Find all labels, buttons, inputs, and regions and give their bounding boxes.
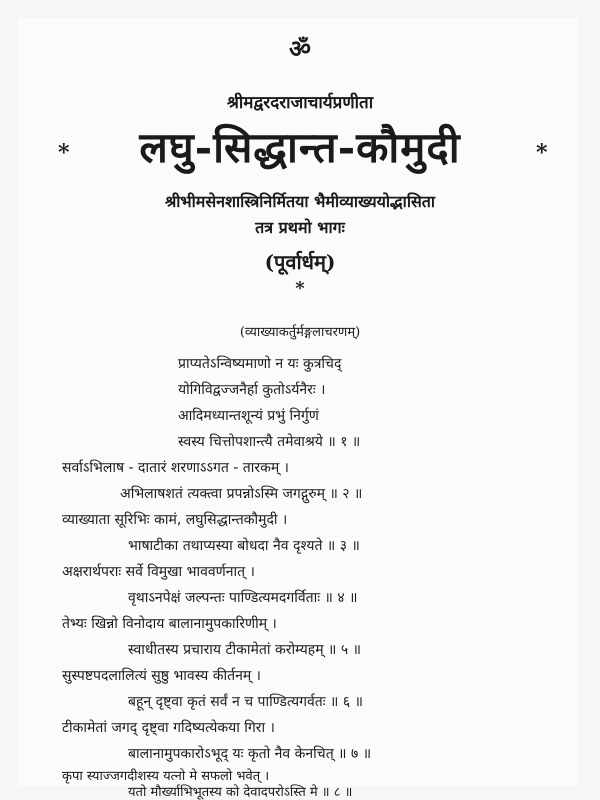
- verse-line: वृथाऽनपेक्षं जल्पन्तः पाण्डित्यमदगर्विताः ॥ ४ ॥: [128, 590, 358, 606]
- verse-line: भाषाटीका तथाप्यस्या बोधदा नैव दृश्यते ॥ ३ ॥: [128, 538, 360, 554]
- half-line: (पूर्वार्धम्): [264, 250, 336, 274]
- title-star-left: *: [58, 140, 70, 166]
- invocation-heading: (व्याख्याकर्तुर्मङ्गलाचरणम्): [239, 325, 361, 340]
- divider-star: *: [295, 278, 305, 299]
- verse-line: अभिलाषशतं त्यक्त्वा प्रपन्नोऽस्मि जगद्गुरुम् ॥ २ ॥: [120, 486, 363, 502]
- verse-line: कृपा स्याज्जगदीशस्य यत्नो मे सफलो भवेत् ।: [62, 769, 270, 784]
- om-symbol: ॐ: [289, 34, 311, 63]
- book-title: लघु-सिद्धान्त-कौमुदी: [139, 123, 461, 172]
- verse-line: व्याख्याता सूरिभिः कामं, लघुसिद्धान्तकौमुदी ।: [62, 512, 288, 528]
- verse-line: स्वाधीतस्य प्रचाराय टीकामेतां करोम्यहम् ॥ ५ ॥: [128, 642, 361, 658]
- verse-line: बहून् दृष्ट्वा कृतं सर्वं न च पाण्डित्यगर्वतः ॥ ६ ॥: [128, 694, 363, 710]
- verse-line: प्राप्यतेऽन्विष्यमाणो न यः कुत्रचिद्: [178, 356, 342, 372]
- verse-line: सुस्पष्टपदलालित्यं सुष्ठु भावस्य कीर्तनम् ।: [62, 668, 261, 684]
- verse-line: तेभ्यः खिन्नो विनोदाय बालानामुपकारिणीम् ।: [62, 616, 277, 632]
- verse-line: योगिविद्वज्जनैर्हा कुतोऽर्यनैरः ।: [178, 382, 326, 398]
- part-line: तत्र प्रथमो भागः: [255, 218, 345, 237]
- title-star-right: *: [536, 140, 548, 166]
- author-line: श्रीमद्वरदराजाचार्यप्रणीता: [226, 93, 374, 113]
- verse-line: आदिमध्यान्तशून्यं प्रभुं निर्गुणं: [178, 408, 319, 424]
- verse-line: अक्षरार्थपराः सर्वे विमुखा भाववर्णनात् ।: [62, 564, 255, 580]
- commentary-line: श्रीभीमसेनशास्त्रिनिर्मितया भैमीव्याख्ययोद्भासिता: [164, 192, 436, 211]
- verse-line: सर्वाऽभिलाष - दातारं शरणाऽऽगत - तारकम् ।: [62, 460, 289, 476]
- verse-line: बालानामुपकारोऽभूद् यः कृतो नैव केनचित् ॥ ७ ॥: [128, 746, 372, 762]
- verse-line: स्वस्य चित्तोपशान्त्यै तमेवाश्रये ॥ १ ॥: [178, 434, 361, 450]
- verse-line: टीकामेतां जगद् दृष्ट्वा गदिष्यत्येकया गिरा ।: [62, 720, 275, 736]
- verse-line: यतो मौर्ख्याभिभूतस्य को देवादपरोऽस्ति मे ॥ ८ ॥: [128, 785, 353, 800]
